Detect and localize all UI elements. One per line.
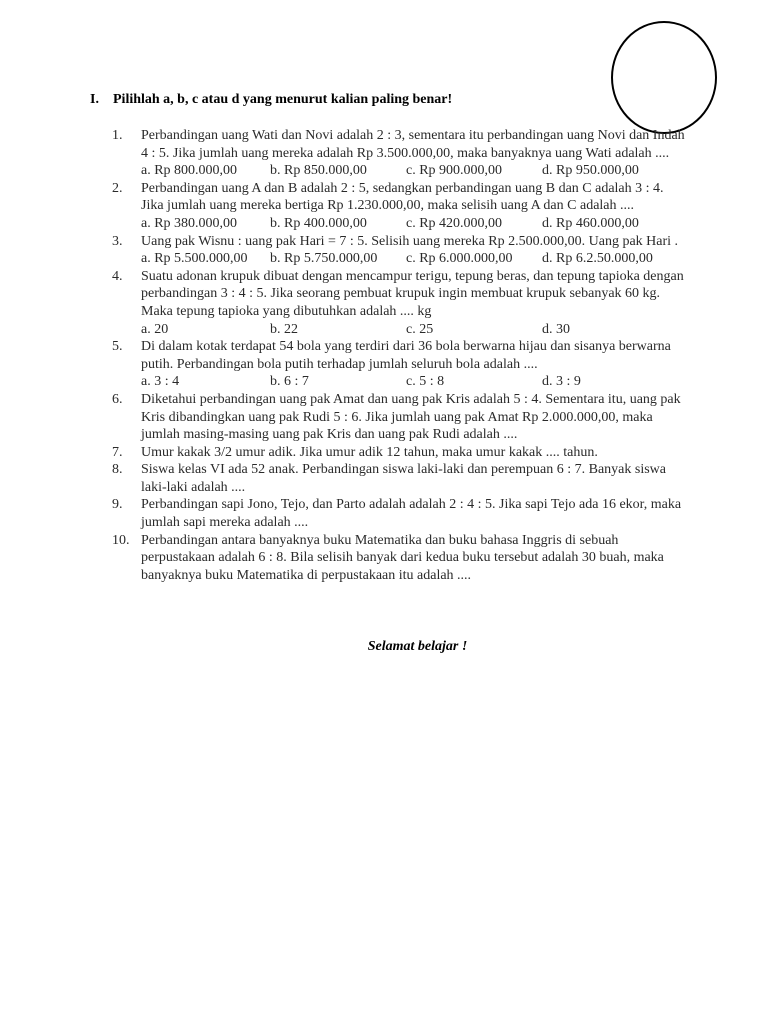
question-text: Umur kakak 3/2 umur adik. Jika umur adik 12 tahun, maka umur kakak .... tahun. xyxy=(141,444,598,460)
question-item xyxy=(0,391,686,444)
answer-option: c. 25 xyxy=(406,321,434,337)
answer-option: d. 3 : 9 xyxy=(542,374,581,390)
answer-options xyxy=(141,373,686,391)
answer-option: c. 5 : 8 xyxy=(406,374,445,390)
question-number: 1. xyxy=(112,128,123,143)
question-text: Suatu adonan krupuk dibuat dengan mencampur terigu, tepung beras, dan tepung tapioka dengan perbandingan 3 : 4 : 5. Jika seorang pembuat krupuk ingin membuat krupuk sebanyak 60 kg. Maka tepung tapioka yang dibutuhkan adalah .... kg xyxy=(141,268,684,319)
answer-option: b. Rp 850.000,00 xyxy=(270,163,367,179)
question-item xyxy=(0,233,686,268)
question-item xyxy=(0,461,686,496)
question-item xyxy=(0,532,686,585)
answer-option: b. 22 xyxy=(270,321,298,337)
question-number: 9. xyxy=(112,497,123,513)
question-item xyxy=(0,496,686,531)
score-circle xyxy=(611,21,717,134)
question-number: 6. xyxy=(112,391,123,407)
section-instruction: Pilihlah a, b, c atau d yang menurut kalian paling benar! xyxy=(113,92,453,107)
section-number: I. xyxy=(90,92,99,107)
answer-option: a. 3 : 4 xyxy=(141,374,180,390)
question-number: 10. xyxy=(112,532,130,548)
answer-option: d. Rp 6.2.50.000,00 xyxy=(542,251,653,267)
question-text: Perbandingan sapi Jono, Tejo, dan Parto adalah adalah 2 : 4 : 5. Jika sapi Tejo ada 16 ekor, maka jumlah sapi mereka adalah .... xyxy=(141,497,682,531)
question-list xyxy=(0,127,768,584)
answer-options xyxy=(141,215,686,233)
question-text: Uang pak Wisnu : uang pak Hari = 7 : 5. Selisih uang mereka Rp 2.500.000,00. Uang pak Hari . xyxy=(141,233,679,249)
answer-option: c. Rp 900.000,00 xyxy=(406,163,503,179)
answer-options xyxy=(141,162,686,180)
question-item xyxy=(0,338,686,391)
answer-options xyxy=(141,250,686,268)
answer-option: a. Rp 800.000,00 xyxy=(141,163,238,179)
question-number: 2. xyxy=(112,180,123,196)
question-item xyxy=(0,444,686,462)
question-text: Perbandingan uang A dan B adalah 2 : 5, sedangkan perbandingan uang B dan C adalah 3 : 4. Jika jumlah uang mereka bertiga Rp 1.230.000,00, maka selisih uang A dan C adalah .... xyxy=(141,180,664,214)
question-number: 8. xyxy=(112,462,123,478)
question-number: 7. xyxy=(112,444,123,460)
answer-option: b. 6 : 7 xyxy=(270,374,309,390)
answer-option: d. Rp 460.000,00 xyxy=(542,215,639,231)
question-number: 3. xyxy=(112,233,123,249)
answer-option: a. Rp 380.000,00 xyxy=(141,215,238,231)
question-number: 5. xyxy=(112,339,123,355)
question-text: Perbandingan uang Wati dan Novi adalah 2 : 3, sementara itu perbandingan uang Novi dan Indah 4 : 5. Jika jumlah uang mereka adalah Rp 3.500.000,00, maka banyaknya uang Wati adalah .... xyxy=(141,128,685,161)
answer-option: d. 30 xyxy=(542,321,570,337)
answer-option: a. 20 xyxy=(141,321,169,337)
question-text: Perbandingan antara banyaknya buku Matematika dan buku bahasa Inggris di sebuah perpustakaan adalah 6 : 8. Bila selisih banyak dari kedua buku tersebut adalah 30 buah, maka banyaknya buku Matematika di perpustakaan itu adalah .... xyxy=(141,532,664,583)
answer-option: b. Rp 5.750.000,00 xyxy=(270,251,378,267)
answer-option: d. Rp 950.000,00 xyxy=(542,163,639,179)
question-item xyxy=(0,268,686,338)
answer-option: b. Rp 400.000,00 xyxy=(270,215,367,231)
question-text: Diketahui perbandingan uang pak Amat dan uang pak Kris adalah 5 : 4. Sementara itu, uang pak Kris dibandingkan uang pak Rudi 5 : 6. Jika jumlah uang pak Amat Rp 2.000.000,00, maka jumlah masing-masing uang pak Kris dan uang pak Rudi adalah .... xyxy=(141,391,681,443)
answer-option: a. Rp 5.500.000,00 xyxy=(141,251,248,267)
answer-options xyxy=(141,321,686,339)
closing-text: Selamat belajar ! xyxy=(367,639,468,654)
answer-option: c. Rp 6.000.000,00 xyxy=(406,251,513,267)
question-text: Di dalam kotak terdapat 54 bola yang terdiri dari 36 bola berwarna hijau dan sisanya berwarna putih. Perbandingan bola putih terhadap jumlah seluruh bola adalah .... xyxy=(141,339,671,372)
section-heading xyxy=(90,92,452,108)
question-text: Siswa kelas VI ada 52 anak. Perbandingan siswa laki-laki dan perempuan 6 : 7. Banyak siswa laki-laki adalah .... xyxy=(141,462,666,495)
question-number: 4. xyxy=(112,268,123,284)
answer-option: c. Rp 420.000,00 xyxy=(406,215,503,231)
question-item xyxy=(0,127,686,180)
question-item xyxy=(0,180,686,233)
